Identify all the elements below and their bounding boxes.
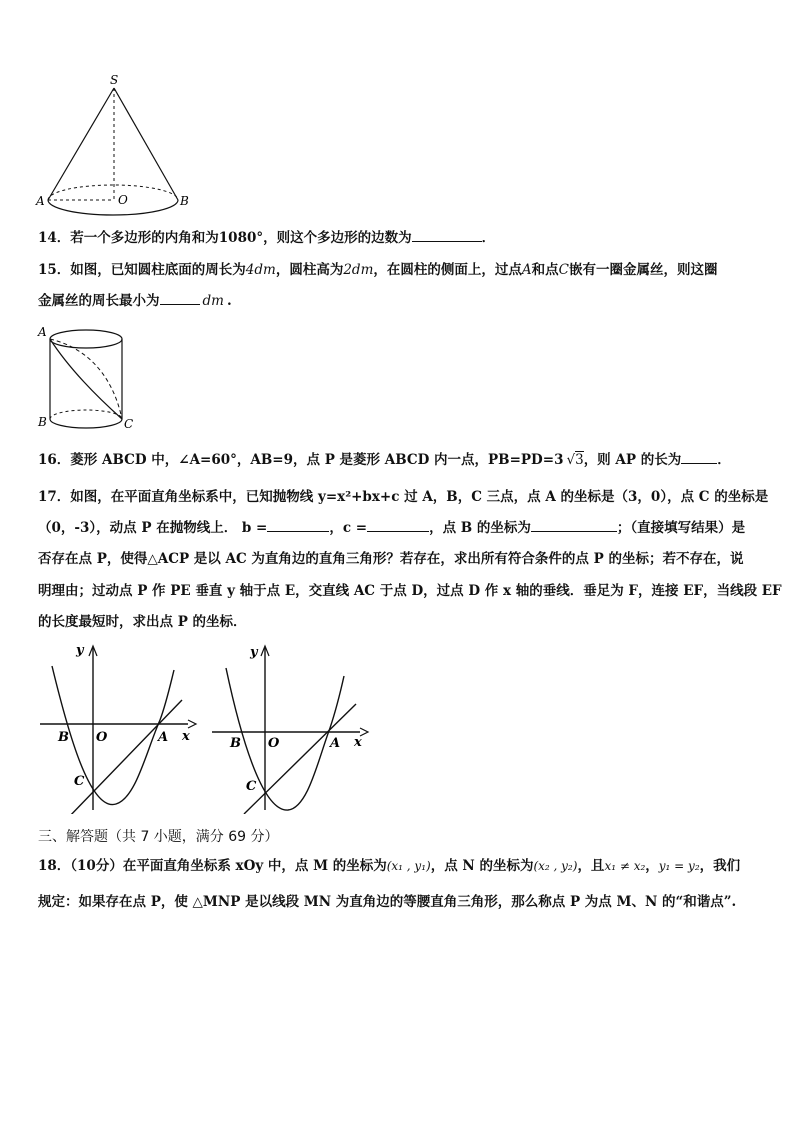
question-17-line4	[38, 582, 782, 600]
section-heading	[38, 826, 279, 846]
q17-line2-d: ；（直接填写结果）是	[616, 520, 746, 536]
question-17-line5	[38, 613, 247, 631]
q14-text: 14．若一个多边形的内角和为1080°，则这个多边形的边数为	[38, 230, 412, 246]
cylinder-figure	[34, 322, 144, 434]
q16-answer-blank[interactable]	[681, 451, 717, 464]
q15-text-d: 和点	[531, 262, 559, 278]
q15-math-dm: dm	[202, 293, 224, 309]
question-14	[38, 229, 495, 247]
q17-blank-c[interactable]	[367, 519, 429, 532]
q17-line2-c: ，点 B 的坐标为	[429, 520, 531, 536]
q15-text-b: ，圆柱高为	[275, 262, 344, 278]
q14-end: ．	[481, 230, 496, 246]
question-15-line2	[38, 292, 232, 310]
section3-text: 三、解答题（共 7 小题，满分 69 分）	[38, 829, 279, 845]
q15-text-line2: 金属丝的周长最小为	[38, 293, 160, 309]
q15-text-e: 嵌有一圈金属丝，则这圈	[568, 262, 718, 278]
question-16	[38, 451, 731, 469]
q18-cond-y: y₁ = y₂	[658, 859, 700, 873]
origin-label: O	[96, 730, 108, 745]
question-17-line2	[38, 519, 745, 537]
q18-text-d: ，	[645, 858, 659, 874]
q15-math-A: A	[521, 262, 532, 278]
sqrt-symbol: √	[566, 452, 576, 468]
q17-line3: 否存在点 P，使得△ACP 是以 AC 为直角边的直角三角形？若存在，求出所有符合条件的点 P 的坐标；若不存在，说	[38, 551, 744, 567]
point-B-label: B	[230, 736, 241, 751]
q17-line5: 的长度最短时，求出点 P 的坐标．	[38, 614, 247, 630]
cone-figure	[34, 72, 204, 218]
q15-math-4dm: 4dm	[245, 262, 276, 278]
q18-text-c: ，且	[577, 858, 605, 874]
label-O: O	[118, 193, 128, 207]
label-B: B	[38, 415, 47, 429]
q16-sqrt-value: 3	[575, 452, 584, 468]
label-B: B	[180, 194, 189, 208]
q18-text-a: 18．（10分）在平面直角坐标系 xOy 中，点 M 的坐标为	[38, 858, 387, 874]
q18-coord-n: (x₂ , y₂)	[533, 859, 578, 873]
q16-text: 16．菱形 ABCD 中，∠A=60°，AB=9，点 P 是菱形 ABCD 内一点，PB=PD=3	[38, 452, 564, 468]
q18-line2: 规定：如果存在点 P，使 △MNP 是以线段 MN 为直角边的等腰直角三角形，那么称点 P 为点 M、N 的“和谐点”.	[38, 894, 737, 910]
q17-line2-b: ，c =	[329, 520, 368, 536]
parabola-graph-2	[210, 642, 370, 814]
q16-text2: ，则 AP 的长为	[583, 452, 682, 468]
axis-y-label: y	[250, 645, 258, 660]
question-17-line3	[38, 550, 743, 568]
label-S: S	[110, 73, 119, 87]
q15-end: .	[226, 293, 232, 309]
label-A: A	[36, 194, 45, 208]
q16-end: ．	[717, 452, 731, 468]
question-18-line2	[38, 893, 736, 911]
point-B-label: B	[58, 730, 69, 745]
q15-text-c: ，在圆柱的侧面上，过点	[373, 262, 522, 278]
point-C-label: C	[74, 774, 85, 789]
q17-line4: 明理由；过动点 P 作 PE 垂直 y 轴于点 E，交直线 AC 于点 D，过点 D 作 x 轴的垂线．垂足为 F，连接 EF，当线段 EF	[38, 583, 782, 599]
q18-coord-m: (x₁ , y₁)	[386, 859, 431, 873]
question-18-line1	[38, 857, 740, 875]
point-A-label: A	[158, 730, 169, 745]
q18-cond-x: x₁ ≠ x₂	[604, 859, 646, 873]
question-17-line1	[38, 488, 768, 506]
question-15-line1	[38, 261, 717, 279]
q15-math-C: C	[558, 262, 569, 278]
q17-blank-b[interactable]	[267, 519, 329, 532]
origin-label: O	[268, 736, 280, 751]
label-A: A	[38, 325, 47, 339]
q15-answer-blank[interactable]	[160, 292, 200, 305]
axis-y-label: y	[76, 643, 84, 658]
parabola-graph-1	[38, 642, 198, 814]
q18-text-e: ，我们	[699, 858, 741, 874]
q15-math-2dm: 2dm	[343, 262, 374, 278]
point-C-label: C	[246, 779, 257, 794]
q18-text-b: ，点 N 的坐标为	[430, 858, 534, 874]
label-C: C	[124, 417, 134, 431]
q17-line1: 17．如图，在平面直角坐标系中，已知抛物线 y=x²+bx+c 过 A，B，C 三点，点 A 的坐标是（3，0），点 C 的坐标是	[38, 489, 769, 505]
axis-x-label: x	[182, 729, 190, 744]
q17-line2-a: （0，-3），动点 P 在抛物线上． b =	[38, 520, 268, 536]
axis-x-label: x	[354, 735, 362, 750]
q17-blank-point-b[interactable]	[531, 519, 617, 532]
q15-text-a: 15．如图，已知圆柱底面的周长为	[38, 262, 246, 278]
q14-answer-blank[interactable]	[412, 229, 482, 242]
point-A-label: A	[330, 736, 341, 751]
